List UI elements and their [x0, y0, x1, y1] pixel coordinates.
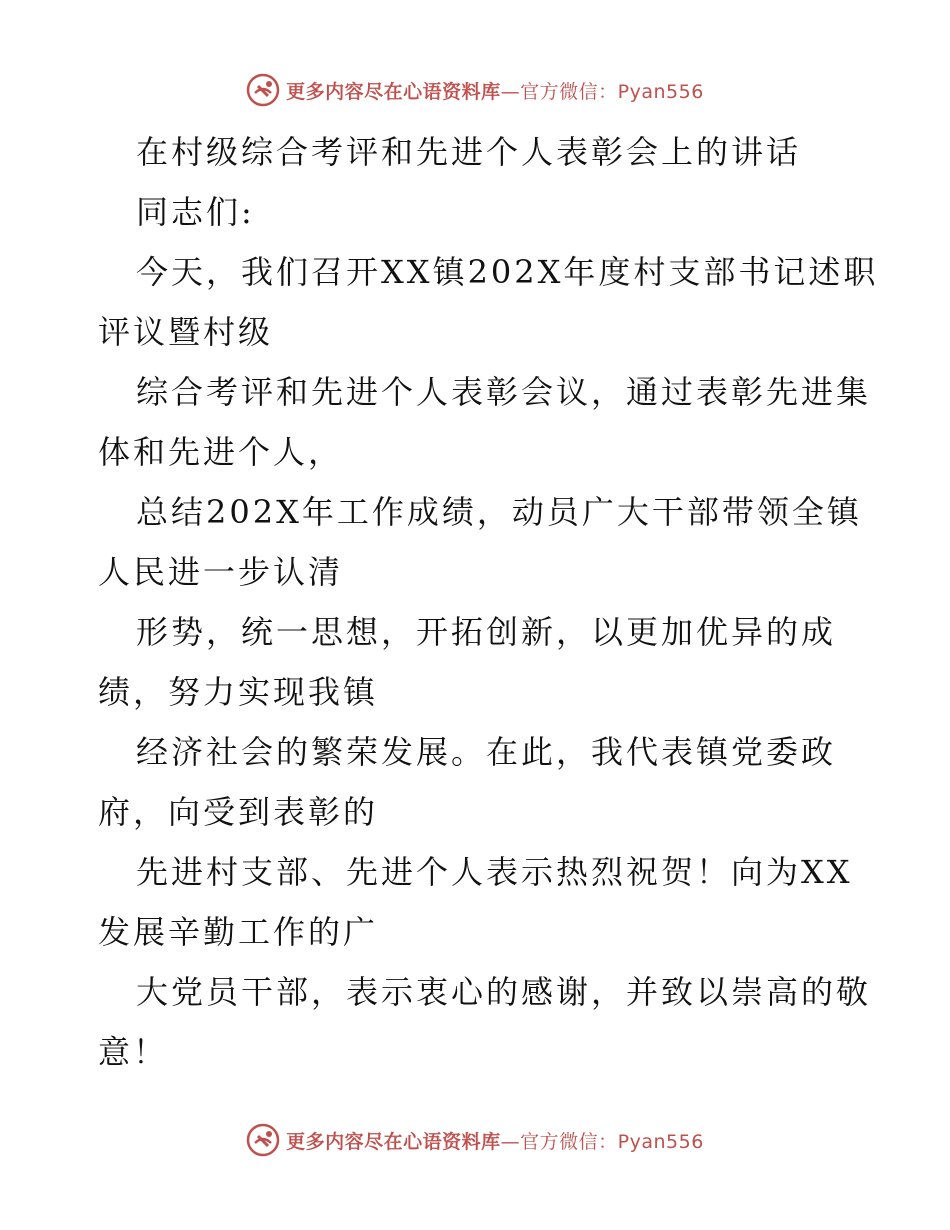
document-title: 在村级综合考评和先进个人表彰会上的讲话 [136, 133, 802, 171]
paragraph-line: 形势，统一思想，开拓创新，以更加优异的成 [136, 613, 837, 651]
watermark-text [286, 1127, 704, 1154]
watermark-text [286, 77, 704, 104]
watermark-brand: 更多内容尽在心语资料库 [286, 1130, 501, 1153]
book-logo-icon [246, 1123, 280, 1157]
paragraph-line: 总结202X年工作成绩，动员广大干部带领全镇 [136, 493, 862, 531]
header-watermark [0, 70, 950, 110]
paragraph-line: 评议暨村级 [98, 313, 274, 351]
book-logo-icon [246, 73, 280, 107]
paragraph-line: 大党员干部，表示衷心的感谢，并致以崇高的敬 [136, 973, 872, 1011]
paragraph-line: 今天，我们召开XX镇202X年度村支部书记述职 [136, 253, 879, 291]
salutation: 同志们: [136, 193, 255, 231]
paragraph-line: 意！ [98, 1033, 169, 1071]
paragraph-line: 绩，努力实现我镇 [98, 673, 379, 711]
watermark-brand: 更多内容尽在心语资料库 [286, 80, 501, 103]
footer-watermark [0, 1120, 950, 1160]
paragraph-line: 先进村支部、先进个人表示热烈祝贺！向为XX [136, 853, 853, 891]
paragraph-line: 发展辛勤工作的广 [98, 913, 379, 951]
paragraph-line: 府，向受到表彰的 [98, 793, 379, 831]
watermark-wechat: 官方微信：Pyan556 [520, 1130, 704, 1153]
paragraph-line: 经济社会的繁荣发展。在此，我代表镇党委政 [136, 733, 837, 771]
paragraph-line: 体和先进个人， [98, 433, 344, 471]
watermark-separator: — [500, 80, 521, 103]
paragraph-line: 综合考评和先进个人表彰会议，通过表彰先进集 [136, 373, 872, 411]
paragraph-line: 人民进一步认清 [98, 553, 344, 591]
document-body [98, 122, 879, 1082]
watermark-separator: — [500, 1130, 521, 1153]
watermark-wechat: 官方微信：Pyan556 [520, 80, 704, 103]
